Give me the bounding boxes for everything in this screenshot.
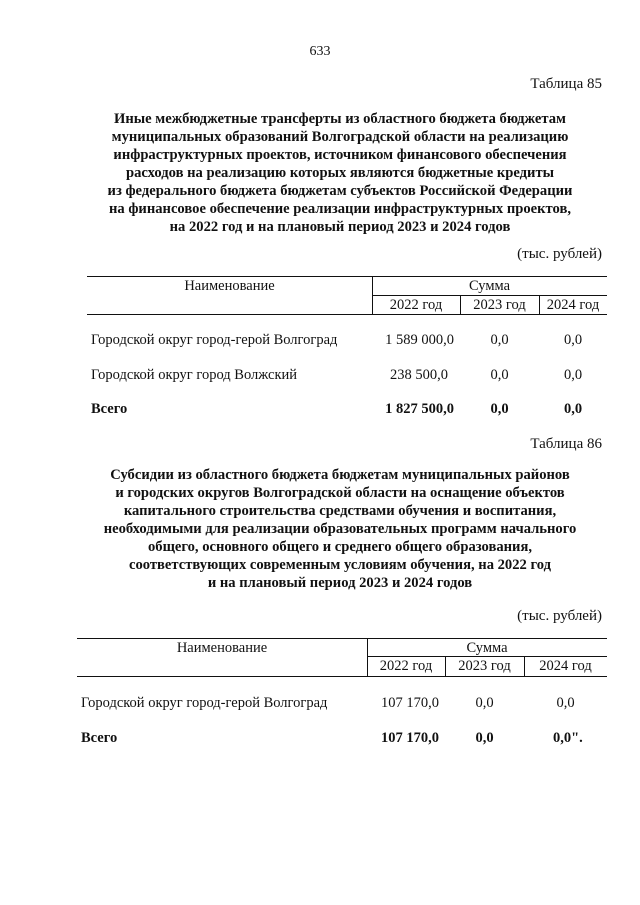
header-2024: 2024 год bbox=[546, 297, 600, 313]
row-name: Городской округ город-герой Волгоград bbox=[91, 332, 338, 348]
table-85-title bbox=[70, 110, 610, 236]
row-2023: 0,0 bbox=[490, 332, 509, 348]
title-line: инфраструктурных проектов, источником финансового обеспечения bbox=[113, 147, 567, 163]
total-2023: 0,0 bbox=[490, 401, 509, 417]
title-line: расходов на реализацию которых являются бюджетные кредиты bbox=[125, 165, 555, 181]
title-line: на 2022 год и на плановый период 2023 и 2024 годов bbox=[169, 219, 511, 235]
total-label: Всего bbox=[81, 730, 118, 746]
title-line: Субсидии из областного бюджета бюджетам муниципальных районов bbox=[110, 467, 570, 483]
table-86-title bbox=[70, 466, 610, 592]
row-name: Городской округ город-герой Волгоград bbox=[81, 695, 328, 711]
header-sum: Сумма bbox=[468, 278, 511, 294]
row-2022: 238 500,0 bbox=[390, 367, 448, 383]
row-2024: 0,0 bbox=[563, 332, 583, 348]
header-sum: Сумма bbox=[466, 640, 508, 656]
row-name: Городской округ город Волжский bbox=[91, 367, 298, 383]
header-2023: 2023 год bbox=[458, 658, 511, 674]
title-line: капитального строительства средствами обучения и воспитания, bbox=[123, 503, 557, 519]
total-2024: 0,0". bbox=[553, 730, 583, 746]
title-line: и на плановый период 2023 и 2024 годов bbox=[207, 575, 473, 591]
total-2022: 107 170,0 bbox=[381, 730, 439, 746]
header-2022: 2022 год bbox=[379, 658, 433, 674]
title-line: соответствующих современным условиям обучения, на 2022 год bbox=[129, 557, 551, 573]
table-85-units: (тыс. рублей) bbox=[517, 246, 602, 262]
table-top-rule bbox=[87, 276, 607, 277]
header-2023: 2023 год bbox=[473, 297, 526, 313]
table-top-rule bbox=[77, 638, 607, 639]
title-line: необходимыми для реализации образовательных программ начального bbox=[103, 521, 577, 537]
row-2023: 0,0 bbox=[475, 695, 494, 711]
total-2024: 0,0 bbox=[563, 401, 583, 417]
table-85-label: Таблица 85 bbox=[530, 76, 602, 92]
header-name: Наименование bbox=[184, 278, 275, 294]
total-2023: 0,0 bbox=[475, 730, 494, 746]
row-2023: 0,0 bbox=[490, 367, 509, 383]
title-line: и городских округов Волгоградской области на оснащение объектов bbox=[115, 485, 565, 501]
title-line: муниципальных образований Волгоградской области на реализацию bbox=[111, 129, 569, 145]
total-label: Всего bbox=[91, 401, 128, 417]
title-line: Иные межбюджетные трансферты из областного бюджета бюджетам bbox=[113, 111, 566, 127]
title-line: из федерального бюджета бюджетам субъектов Российской Федерации bbox=[107, 183, 573, 199]
table-86-units: (тыс. рублей) bbox=[517, 608, 602, 624]
row-2024: 0,0 bbox=[556, 695, 575, 711]
row-2022: 1 589 000,0 bbox=[385, 332, 454, 348]
row-2022: 107 170,0 bbox=[381, 695, 439, 711]
table-header-bottom-rule bbox=[77, 676, 607, 677]
header-2022: 2022 год bbox=[389, 297, 443, 313]
table-86-label: Таблица 86 bbox=[530, 436, 602, 452]
header-name: Наименование bbox=[176, 640, 268, 656]
total-2022: 1 827 500,0 bbox=[385, 401, 454, 417]
page-number: 633 bbox=[309, 44, 331, 59]
title-line: на финансовое обеспечение реализации инфраструктурных проектов, bbox=[108, 201, 571, 217]
table-sum-rule bbox=[372, 295, 607, 296]
header-2024: 2024 год bbox=[539, 658, 592, 674]
title-line: общего, основного общего и среднего общего образования, bbox=[147, 539, 533, 555]
table-header-bottom-rule bbox=[87, 314, 607, 315]
row-2024: 0,0 bbox=[563, 367, 583, 383]
